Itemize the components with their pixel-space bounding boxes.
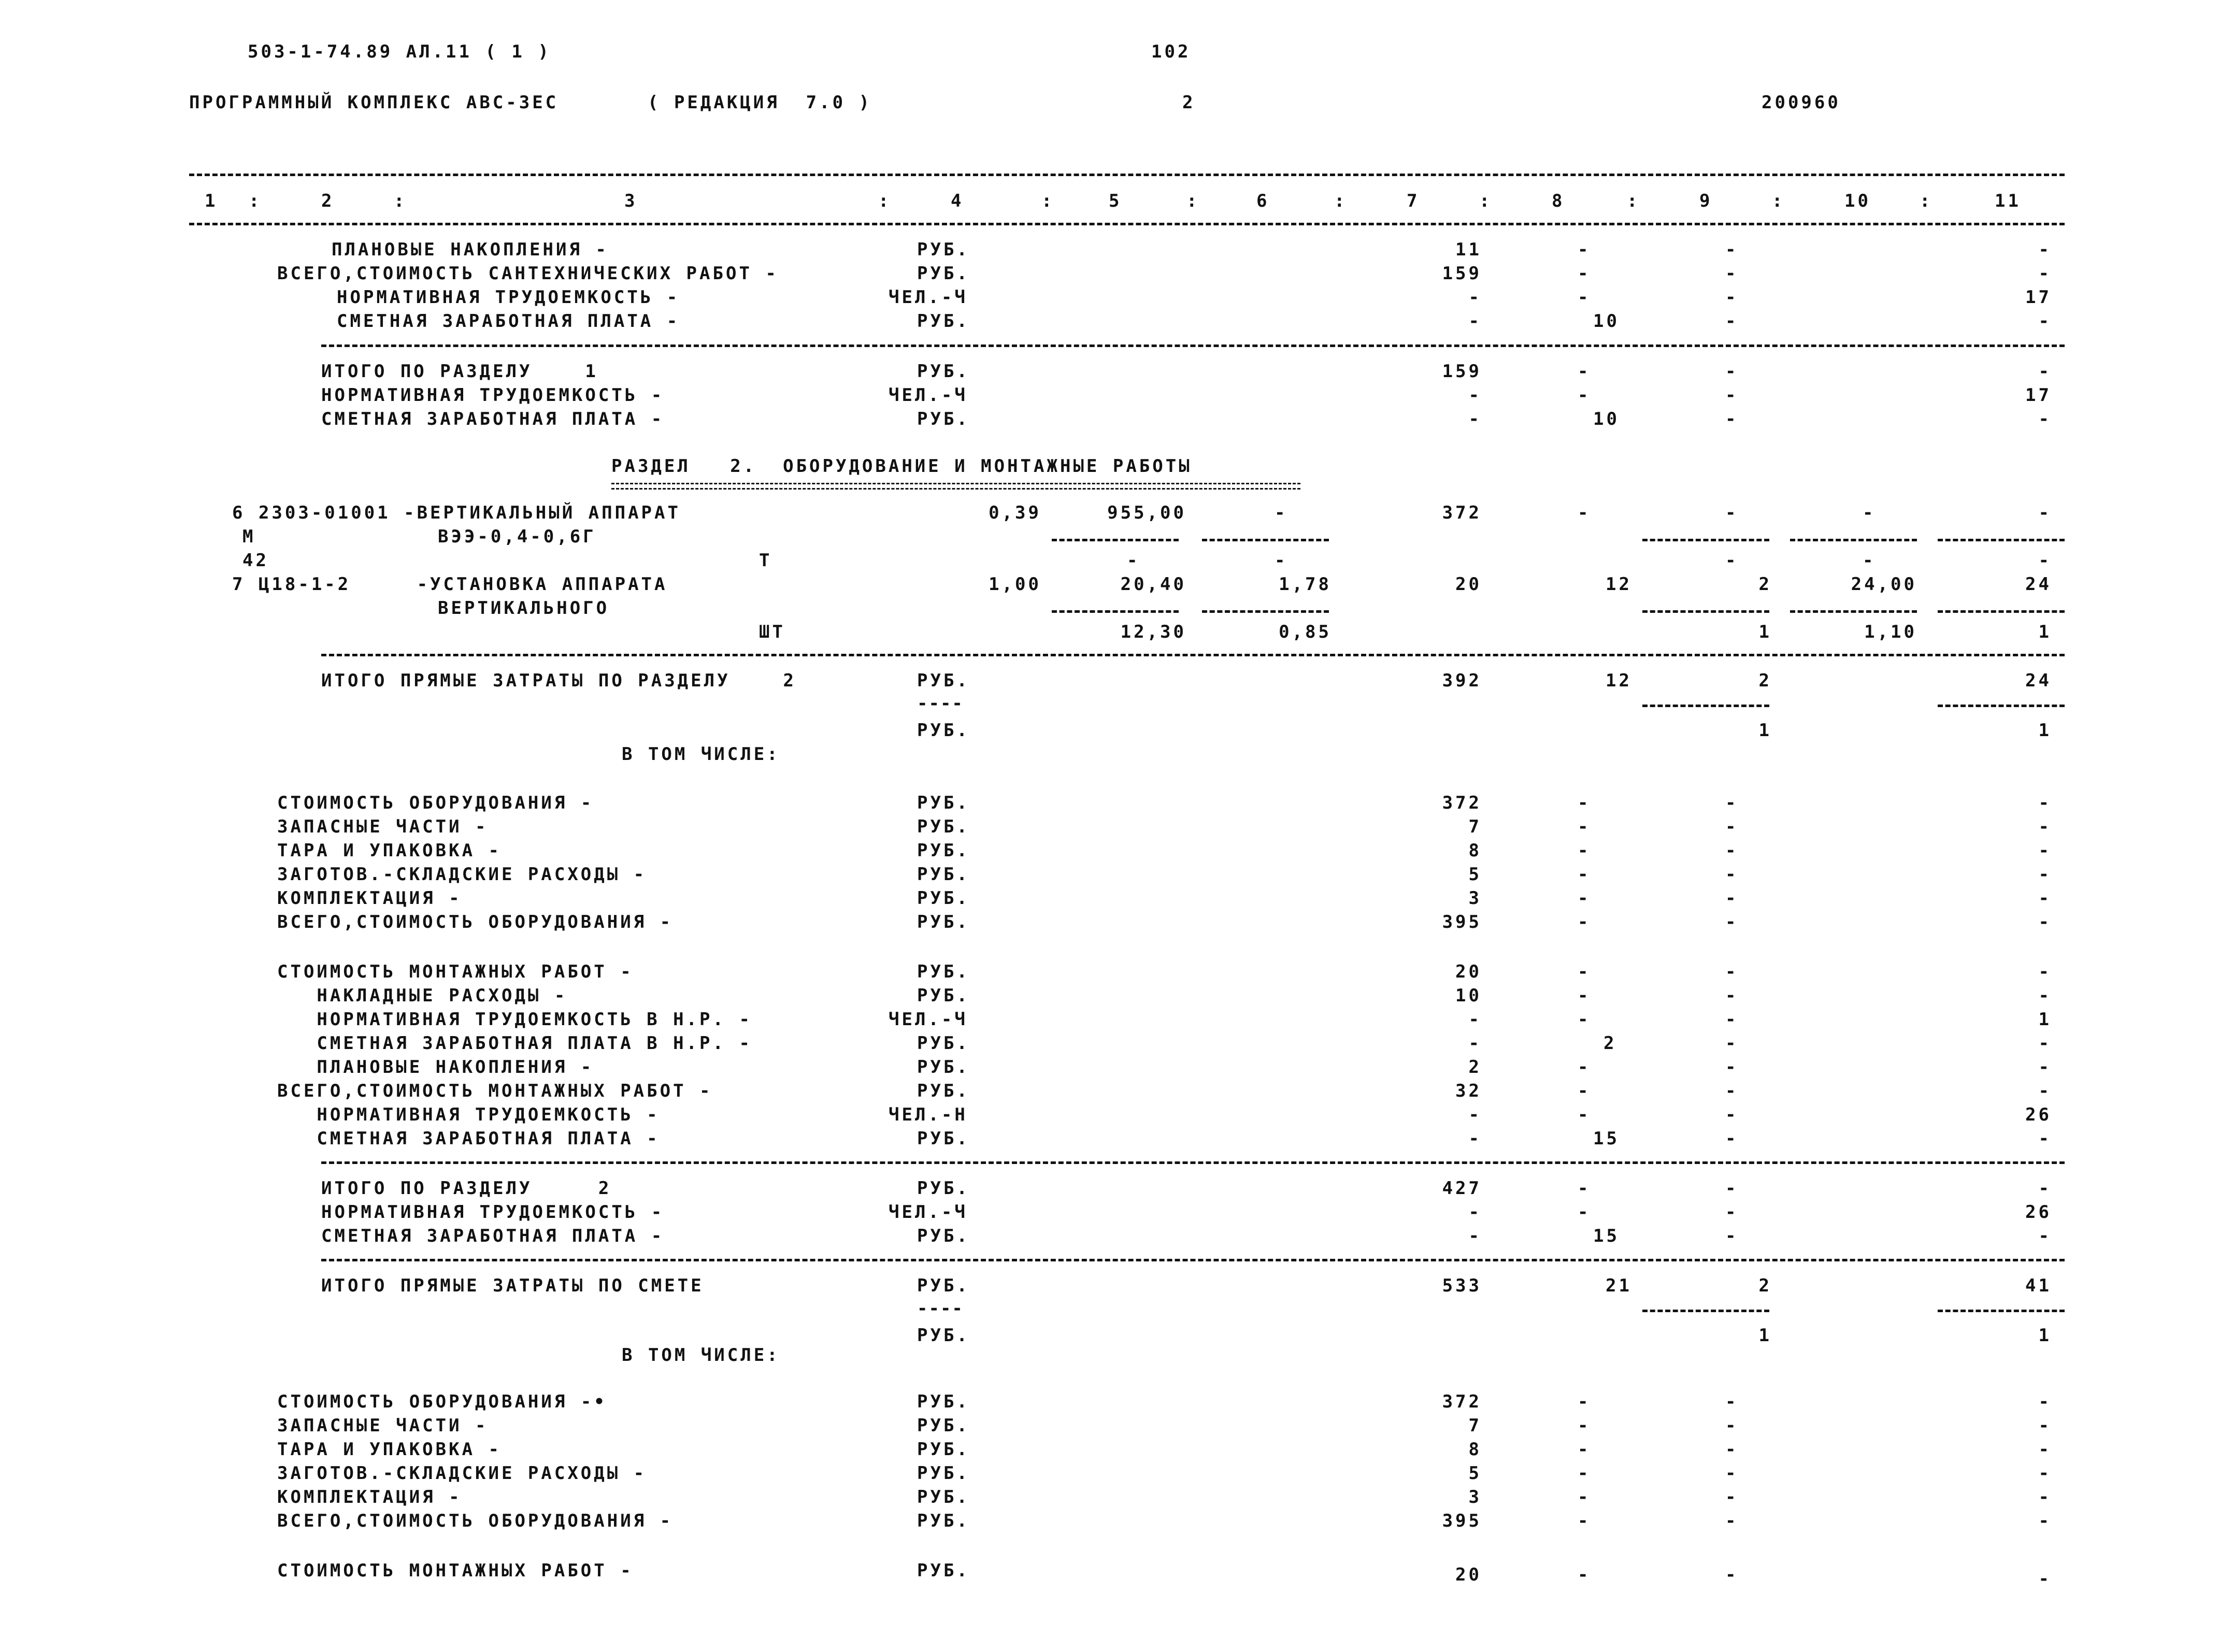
row-unit: РУБ. [917,1033,970,1054]
row-label: ЗАПАСНЫЕ ЧАСТИ - [277,1415,489,1436]
doc-code: 503-1-74.89 АЛ.11 ( 1 ) [248,41,551,62]
cell-c8: - [1578,961,1591,982]
row-unit: РУБ. [917,670,970,691]
cell-c7: - [1468,1128,1482,1149]
cell-price: 20,40 [1120,574,1186,595]
row-unit: РУБ. [917,720,970,741]
cell-c9: - [1725,985,1739,1006]
cell-c5: - [1127,550,1140,571]
cell-c11: 26 [2025,1104,2052,1125]
item-line: 7 Ц18-1-2 -УСТАНОВКА АППАРАТА [232,574,668,595]
cell-c8: - [1578,287,1591,308]
row-label: ИТОГО ПРЯМЫЕ ЗАТРАТЫ ПО СМЕТЕ [321,1275,704,1296]
row-label: ТАРА И УПАКОВКА - [277,1439,502,1460]
edition: ( РЕДАКЦИЯ 7.0 ) [648,92,872,113]
row-label: НОРМАТИВНАЯ ТРУДОЕМКОСТЬ - [277,1104,660,1125]
item-line: 6 2303-01001 -ВЕРТИКАЛЬНЫЙ АППАРАТ [232,502,681,523]
cell-c8: 12 [1606,670,1632,691]
cell-c11: - [2038,311,2052,332]
row-label: ПЛАНОВЫЕ НАКОПЛЕНИЯ - [332,239,609,260]
row-label: СТОИМОСТЬ МОНТАЖНЫХ РАБОТ - [277,961,634,982]
cell-c7: 7 [1468,1415,1482,1436]
cell-c8: - [1578,1057,1591,1078]
col-divider: : [249,191,262,211]
doc-id: 200960 [1762,92,1841,113]
cell-c8: - [1578,793,1591,813]
cell-c9: - [1725,840,1739,861]
row-unit: РУБ. [917,1560,970,1581]
cell-c9: 2 [1758,1275,1772,1296]
cell-c9: - [1725,1202,1739,1223]
cell-c11: - [2038,816,2052,837]
row-unit: РУБ. [917,912,970,932]
row-label: КОМПЛЕКТАЦИЯ - [277,888,462,909]
cell-c9: - [1725,1439,1739,1460]
cell-c8: - [1578,985,1591,1006]
section-title: РАЗДЕЛ 2. ОБОРУДОВАНИЕ И МОНТАЖНЫЕ РАБОТЫ [611,456,1192,477]
cell-qty: 0,39 [989,502,1041,523]
cell-c11: 26 [2025,1202,2052,1223]
cell-c8: 15 [1593,1128,1620,1149]
cell-c9: - [1725,864,1739,885]
col-header: 11 [1995,191,2021,211]
cell-rule [1052,610,1179,613]
cell-c11: - [2038,1415,2052,1436]
row-unit: РУБ. [917,409,970,429]
cell-c9: - [1725,311,1739,332]
cell-c11: 24 [2025,670,2052,691]
row-unit: ЧЕЛ.-Ч [889,1009,968,1030]
row-unit: РУБ. [917,961,970,982]
cell-price: 955,00 [1107,502,1186,523]
cell-rule [1202,610,1329,613]
cell-c11: - [2038,840,2052,861]
cell-c11: - [2038,1033,2052,1054]
col-divider: : [1920,191,1933,211]
cell-c8: - [1578,239,1591,260]
cell-c6: 1,78 [1279,574,1332,595]
cell-c11: - [2038,239,2052,260]
cell-c11: 17 [2025,287,2052,308]
title-underline [611,488,1300,490]
cell-c9: - [1725,1128,1739,1149]
cell-c11: - [2038,1081,2052,1101]
cell-c7: 372 [1442,502,1482,523]
col-divider: : [1186,191,1200,211]
cell-c9: 1 [1758,1325,1772,1346]
cell-rule [1642,1310,1769,1312]
col-header: 8 [1552,191,1565,211]
row-label: ВСЕГО,СТОИМОСТЬ МОНТАЖНЫХ РАБОТ - [277,1081,713,1101]
cell-c11: - [2038,502,2052,523]
cell-c11: - [2038,1569,2052,1589]
cell-c8: - [1578,1415,1591,1436]
cell-c7: 3 [1468,888,1482,909]
cell-c6: 0,85 [1279,622,1332,642]
cell-c8: - [1578,816,1591,837]
cell-c7: 8 [1468,1439,1482,1460]
cell-c11: - [2038,1128,2052,1149]
item-unit: ШТ [759,622,785,642]
row-label: ПЛАНОВЫЕ НАКОПЛЕНИЯ - [277,1057,594,1078]
cell-c9: - [1725,385,1739,406]
col-divider: : [394,191,407,211]
cell-c7: 2 [1468,1057,1482,1078]
row-unit: РУБ. [917,1325,970,1346]
row-label: ИТОГО ПО РАЗДЕЛУ 1 [321,361,598,382]
row-unit: РУБ. [917,1226,970,1246]
col-divider: : [1772,191,1785,211]
cell-c9: - [1725,361,1739,382]
cell-c7: 10 [1455,985,1482,1006]
row-unit: РУБ. [917,1487,970,1507]
separator-line [189,174,2065,176]
cell-c11: - [2038,985,2052,1006]
cell-c9: - [1725,239,1739,260]
cell-c8: - [1578,1463,1591,1484]
cell-c9: - [1725,1415,1739,1436]
cell-rule [1790,539,1917,541]
cell-c8: - [1578,1564,1591,1585]
cell-c8: - [1578,1104,1591,1125]
row-unit: РУБ. [917,239,970,260]
separator-line [189,223,2065,225]
row-label: СМЕТНАЯ ЗАРАБОТНАЯ ПЛАТА - [321,409,665,429]
cell-c6: - [1275,550,1288,571]
row-label: СМЕТНАЯ ЗАРАБОТНАЯ ПЛАТА - [321,1226,665,1246]
row-unit: РУБ. [917,816,970,837]
col-header: 7 [1407,191,1420,211]
row-label: ВСЕГО,СТОИМОСТЬ ОБОРУДОВАНИЯ - [277,912,674,932]
row-unit: ЧЕЛ.-Ч [889,287,968,308]
cell-c8: - [1578,1202,1591,1223]
cell-c7: 20 [1455,1564,1482,1585]
cell-c9: - [1725,888,1739,909]
cell-c8: 10 [1593,409,1620,429]
cell-c11: - [2038,793,2052,813]
row-label: СМЕТНАЯ ЗАРАБОТНАЯ ПЛАТА - [337,311,680,332]
cell-c11: - [2038,912,2052,932]
cell-c8: - [1578,1391,1591,1412]
col-divider: : [1479,191,1493,211]
cell-c11: - [2038,361,2052,382]
cell-c7: - [1468,1009,1482,1030]
including-label: В ТОМ ЧИСЛЕ: [622,1345,780,1366]
col-header: 2 [321,191,335,211]
cell-c7: 159 [1442,361,1482,382]
col-header: 9 [1699,191,1713,211]
cell-c9: 2 [1758,574,1772,595]
cell-c9: - [1725,550,1739,571]
row-label: НОРМАТИВНАЯ ТРУДОЕМКОСТЬ - [337,287,680,308]
row-label: ЗАГОТОВ.-СКЛАДСКИЕ РАСХОДЫ - [277,864,647,885]
row-unit: РУБ. [917,864,970,885]
cell-c8: - [1578,864,1591,885]
row-unit: РУБ. [917,1439,970,1460]
cell-c7: 427 [1442,1178,1482,1199]
cell-c8: - [1578,1009,1591,1030]
cell-c7: - [1468,1033,1482,1054]
row-label: СМЕТНАЯ ЗАРАБОТНАЯ ПЛАТА - [277,1128,660,1149]
cell-c7: 5 [1468,1463,1482,1484]
cell-c8: - [1578,912,1591,932]
cell-c11: - [2038,1057,2052,1078]
row-label: НАКЛАДНЫЕ РАСХОДЫ - [277,985,568,1006]
item-code-line: М [242,526,256,547]
col-header: 4 [951,191,964,211]
cell-c8: - [1578,385,1591,406]
cell-c11: - [2038,1463,2052,1484]
cell-c7: - [1468,1104,1482,1125]
row-unit: РУБ. [917,1511,970,1531]
cell-rule [1938,610,2065,613]
cell-c11: - [2038,1226,2052,1246]
row-unit: РУБ. [917,1463,970,1484]
program-name: ПРОГРАММНЫЙ КОМПЛЕКС АВС-ЗЕС [189,92,559,113]
cell-c8: - [1578,1439,1591,1460]
cell-c9: - [1725,1178,1739,1199]
cell-rule [1642,705,1769,707]
cell-c10: - [1863,550,1876,571]
cell-c9: - [1725,1463,1739,1484]
row-unit: РУБ. [917,311,970,332]
col-divider: : [1334,191,1348,211]
cell-c9: - [1725,961,1739,982]
cell-c10: 24,00 [1851,574,1917,595]
cell-c9: - [1725,1081,1739,1101]
cell-c10: 1,10 [1864,622,1917,642]
cell-c7: 3 [1468,1487,1482,1507]
title-underline [611,483,1300,484]
cell-c11: - [2038,409,2052,429]
cell-c8: - [1578,1511,1591,1531]
row-unit: РУБ. [917,888,970,909]
sheet-no: 2 [1182,92,1196,113]
cell-c7: - [1468,409,1482,429]
cell-c9: - [1725,1487,1739,1507]
cell-c7: 395 [1442,912,1482,932]
col-divider: : [878,191,892,211]
cell-c8: - [1578,888,1591,909]
col-divider: : [1041,191,1055,211]
separator-line [321,344,2065,347]
row-unit: ЧЕЛ.-Ч [889,1202,968,1223]
cell-c7: - [1468,311,1482,332]
cell-c9: - [1725,1009,1739,1030]
row-unit: РУБ. [917,840,970,861]
cell-rule [1202,539,1329,541]
row-unit: РУБ. [917,361,970,382]
cell-c11: 17 [2025,385,2052,406]
item-unit: Т [759,550,772,571]
cell-c8: - [1578,361,1591,382]
cell-c7: 20 [1455,574,1482,595]
col-header: 3 [624,191,638,211]
cell-c8: - [1578,1081,1591,1101]
cell-c11: - [2038,263,2052,284]
cell-c9: - [1725,1226,1739,1246]
cell-c9: - [1725,1511,1739,1531]
cell-c9: - [1725,1104,1739,1125]
row-label: СТОИМОСТЬ ОБОРУДОВАНИЯ - [277,793,594,813]
cell-c8: - [1578,840,1591,861]
col-header: 10 [1844,191,1871,211]
cell-c7: - [1468,385,1482,406]
cell-c8: - [1578,1487,1591,1507]
cell-c7: 392 [1442,670,1482,691]
cell-rule [1938,705,2065,707]
row-unit: РУБ. [917,1391,970,1412]
cell-c7: 32 [1455,1081,1482,1101]
row-unit: РУБ. [917,985,970,1006]
cell-c11: - [2038,1511,2052,1531]
cell-c11: - [2038,550,2052,571]
cell-c8: 15 [1593,1226,1620,1246]
col-divider: : [1627,191,1640,211]
cell-c8: - [1578,263,1591,284]
cell-c7: 11 [1455,239,1482,260]
unit-rule: ---- [917,693,964,714]
cell-c11: - [2038,864,2052,885]
item-desc: ВЭЭ-0,4-0,6Г [438,526,596,547]
cell-rule [1642,539,1769,541]
cell-c11: - [2038,1487,2052,1507]
cell-c9: - [1725,1391,1739,1412]
row-unit: ЧЕЛ.-Ч [889,385,968,406]
row-label: ЗАГОТОВ.-СКЛАДСКИЕ РАСХОДЫ - [277,1463,647,1484]
row-unit: РУБ. [917,793,970,813]
cell-c7: - [1468,1226,1482,1246]
separator-line [321,1259,2065,1261]
row-label: ИТОГО ПРЯМЫЕ ЗАТРАТЫ ПО РАЗДЕЛУ 2 [321,670,796,691]
cell-c11: 1 [2038,1325,2052,1346]
row-unit: РУБ. [917,263,970,284]
cell-c11: 1 [2038,1009,2052,1030]
item-desc: ВЕРТИКАЛЬНОГО [438,598,610,619]
row-unit: ЧЕЛ.-Н [889,1104,968,1125]
row-label: НОРМАТИВНАЯ ТРУДОЕМКОСТЬ - [321,1202,665,1223]
cell-c9: 1 [1758,622,1772,642]
cell-c7: 395 [1442,1511,1482,1531]
cell-c7: 533 [1442,1275,1482,1296]
row-unit: РУБ. [917,1057,970,1078]
cell-c7: 8 [1468,840,1482,861]
cell-rule [1790,610,1917,613]
col-header: 1 [205,191,218,211]
cell-c11: - [2038,1178,2052,1199]
unit-rule: ---- [917,1298,964,1319]
cell-c11: 41 [2025,1275,2052,1296]
cell-c9: - [1725,1057,1739,1078]
cell-c11: - [2038,1391,2052,1412]
cell-c9: - [1725,912,1739,932]
row-label: ИТОГО ПО РАЗДЕЛУ 2 [321,1178,612,1199]
row-label: ТАРА И УПАКОВКА - [277,840,502,861]
row-unit: РУБ. [917,1081,970,1101]
cell-c7: 372 [1442,1391,1482,1412]
separator-line [321,654,2065,656]
cell-c9: - [1725,1564,1739,1585]
cell-c9: - [1725,409,1739,429]
cell-rule [1642,610,1769,613]
row-label: ВСЕГО,СТОИМОСТЬ ОБОРУДОВАНИЯ - [277,1511,674,1531]
cell-c9: - [1725,502,1739,523]
cell-c9: - [1725,287,1739,308]
cell-c7: 20 [1455,961,1482,982]
cell-c7: 372 [1442,793,1482,813]
cell-c8: - [1578,502,1591,523]
cell-rule [1938,539,2065,541]
row-unit: РУБ. [917,1415,970,1436]
row-label: СМЕТНАЯ ЗАРАБОТНАЯ ПЛАТА В Н.Р. - [277,1033,752,1054]
cell-c8: 10 [1593,311,1620,332]
cell-c9: 1 [1758,720,1772,741]
cell-rule [1938,1310,2065,1312]
col-header: 5 [1109,191,1122,211]
row-unit: РУБ. [917,1128,970,1149]
cell-c7: - [1468,287,1482,308]
cell-c8: - [1578,1178,1591,1199]
cell-c9: - [1725,1033,1739,1054]
cell-c11: - [2038,1439,2052,1460]
row-label: НОРМАТИВНАЯ ТРУДОЕМКОСТЬ В Н.Р. - [277,1009,752,1030]
row-label: ВСЕГО,СТОИМОСТЬ САНТЕХНИЧЕСКИХ РАБОТ - [277,263,779,284]
cell-c7: 7 [1468,816,1482,837]
cell-c8: 21 [1606,1275,1632,1296]
cell-c7: 159 [1442,263,1482,284]
cell-c11: - [2038,961,2052,982]
separator-line [321,1161,2065,1164]
cell-c9: - [1725,793,1739,813]
cell-c11: 1 [2038,720,2052,741]
cell-c8: 12 [1606,574,1632,595]
cell-c10: - [1863,502,1876,523]
cell-c9: - [1725,816,1739,837]
row-label: СТОИМОСТЬ МОНТАЖНЫХ РАБОТ - [277,1560,634,1581]
cell-qty: 1,00 [989,574,1041,595]
cell-c7: 5 [1468,864,1482,885]
col-header: 6 [1256,191,1270,211]
cell-c11: - [2038,888,2052,909]
item-code-line: 42 [242,550,269,571]
including-label: В ТОМ ЧИСЛЕ: [622,744,780,765]
cell-rule [1052,539,1179,541]
cell-c9: - [1725,263,1739,284]
row-label: ЗАПАСНЫЕ ЧАСТИ - [277,816,489,837]
row-unit: РУБ. [917,1178,970,1199]
page-number: 102 [1151,41,1191,62]
row-label: НОРМАТИВНАЯ ТРУДОЕМКОСТЬ - [321,385,665,406]
cell-c6: - [1275,502,1288,523]
cell-c9: 2 [1758,670,1772,691]
row-label: КОМПЛЕКТАЦИЯ - [277,1487,462,1507]
cell-c11: 24 [2025,574,2052,595]
cell-c7: - [1468,1202,1482,1223]
cell-c11: 1 [2038,622,2052,642]
cell-c8: 2 [1604,1033,1617,1054]
row-unit: РУБ. [917,1275,970,1296]
cell-c5: 12,30 [1120,622,1186,642]
row-label: СТОИМОСТЬ ОБОРУДОВАНИЯ -• [277,1391,607,1412]
